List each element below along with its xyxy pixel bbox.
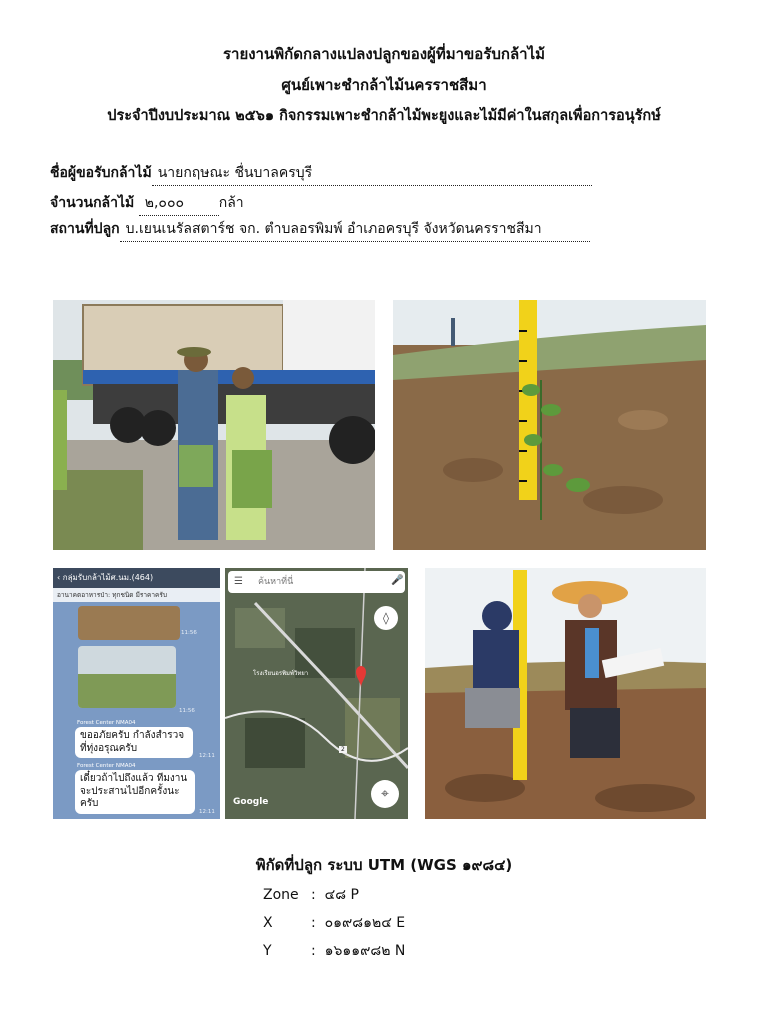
recipient-label: ชื่อผู้ขอรับกล้าไม้ (50, 165, 152, 181)
zone-separator: : (311, 887, 316, 903)
chat-message-1: ขออภัยครับ กำลังสำรวจที่ทุ่งอรุณครับ (75, 727, 193, 758)
location-value: บ.เยนเนรัลสตาร์ช จก. ตำบลอรพิมพ์ อำเภอครบุรี จังหวัดนครราชสีมา (120, 218, 590, 242)
y-label: Y (263, 943, 272, 959)
chat-time-4: 12:11 (199, 809, 215, 815)
chat-image-2 (78, 646, 176, 708)
x-value: ๐๑๙๘๑๒๔ E (324, 915, 406, 931)
chat-screenshot (53, 568, 220, 819)
report-fiscal-year: ประจำปีงบประมาณ ๒๕๖๑ กิจกรรมเพาะชำกล้าไม้พะยูงและไม้มีค่าในสกุลเพื่อการอนุรักษ์ (107, 108, 661, 124)
y-separator: : (311, 943, 316, 959)
chat-group-name: กลุ่มรับกล้าไม้ศ.นม.(464) (62, 573, 154, 582)
x-separator: : (311, 915, 316, 931)
report-title: รายงานพิกัดกลางแปลงปลูกของผู้ที่มาขอรับกล้าไม้ (222, 45, 546, 63)
photo-seedling-handover (53, 300, 375, 550)
zone-value: ๔๘ P (324, 887, 359, 903)
chat-time-1: 11:56 (181, 630, 197, 636)
chat-message-2: เดี๋ยวถ้าไปถึงแล้ว ทีมงานจะประสานไปอีกครั้งนะครับ (75, 770, 195, 814)
map-search-input[interactable]: ค้นหาที่นี่ (228, 571, 405, 593)
zone-label: Zone (263, 887, 299, 903)
chat-sender-1: Forest Center NMA04 (77, 720, 136, 726)
coordinates-heading: พิกัดที่ปลูก ระบบ UTM (WGS ๑๙๘๔) (255, 856, 513, 874)
quantity-label: จำนวนกล้าไม้ (50, 195, 135, 211)
road-badge: 2 (341, 746, 345, 753)
recipient-field (50, 162, 592, 186)
chat-sender-2: Forest Center NMA04 (77, 763, 136, 769)
photo-seedling-measure (393, 300, 706, 550)
menu-icon[interactable]: ☰ (234, 576, 243, 587)
chat-image-1 (78, 606, 180, 640)
map-screenshot (225, 568, 408, 819)
chat-announcement: อานาคตอาหารป่า: ทุกชนิด มีราคาครับ (53, 588, 220, 602)
report-subtitle: ศูนย์เพาะชำกล้าไม้นครราชสีมา (281, 76, 487, 94)
recipient-value: นายกฤษณะ ชื่นบาลครบุรี (152, 162, 592, 186)
microphone-icon[interactable]: 🎤 (391, 575, 404, 586)
quantity-value: ๒,๐๐๐ (139, 192, 219, 216)
photo-field-team (425, 568, 706, 819)
zone-row (263, 884, 359, 906)
my-location-icon[interactable]: ⌖ (371, 780, 399, 808)
map-place-label: โรงเรียนอรพิมพ์วิทยา (253, 670, 309, 677)
quantity-unit: กล้า (218, 195, 244, 211)
chat-time-3: 12:11 (199, 753, 215, 759)
y-row (263, 940, 405, 962)
chat-header: ‹ กลุ่มรับกล้าไม้ศ.นม.(464) (53, 568, 220, 588)
y-value: ๑๖๑๑๙๘๒ N (324, 943, 406, 959)
layers-icon[interactable]: ◊ (374, 606, 398, 630)
quantity-field (50, 192, 244, 216)
x-row (263, 912, 405, 934)
location-field (50, 218, 590, 242)
x-label: X (263, 915, 273, 931)
location-label: สถานที่ปลูก (50, 221, 120, 237)
google-attribution: Google (233, 797, 269, 807)
chat-time-2: 11:56 (179, 708, 195, 714)
